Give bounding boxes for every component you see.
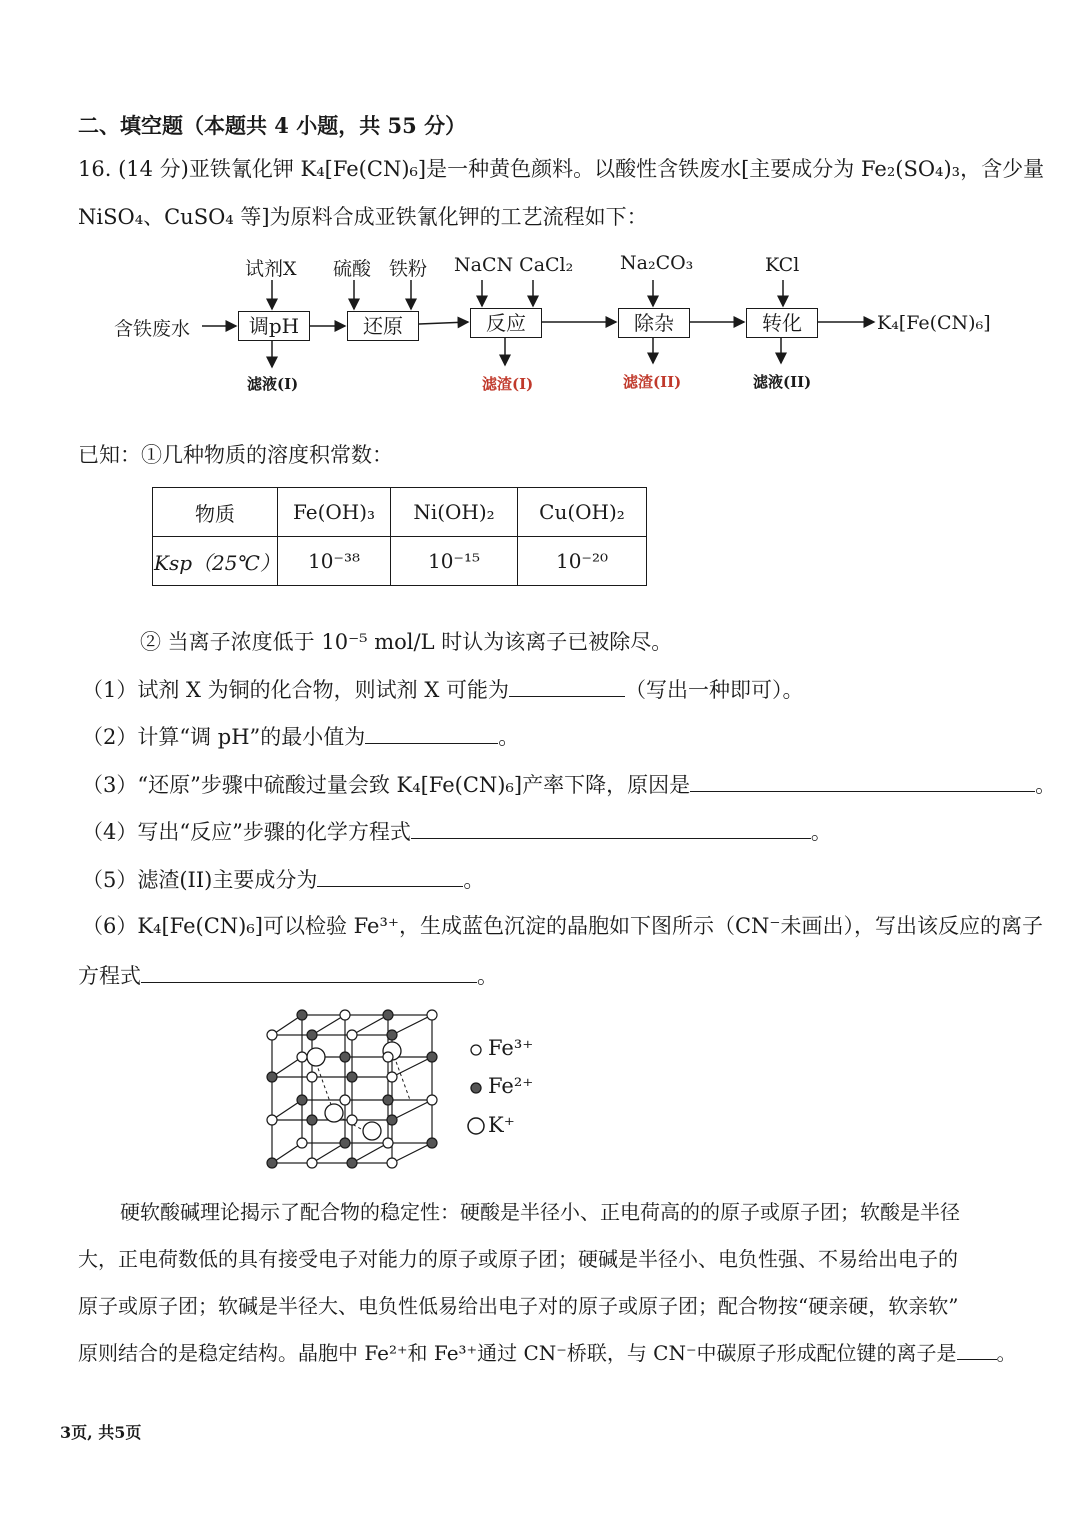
question-2 bbox=[82, 723, 519, 750]
table-header-cell: 物质 bbox=[153, 488, 278, 537]
answer-blank-2[interactable] bbox=[365, 723, 498, 744]
page-number: 3页, 共5页 bbox=[60, 1423, 142, 1442]
input-sulfuric-acid: 硫酸 bbox=[333, 258, 372, 280]
input-kcl: KCl bbox=[765, 254, 800, 276]
question-1-text: （1）试剂 X 为铜的化合物，则试剂 X 可能为 bbox=[82, 678, 509, 702]
question-6-text: 方程式 bbox=[78, 964, 141, 988]
hsab-line4 bbox=[78, 1337, 1017, 1366]
answer-blank-4[interactable] bbox=[411, 818, 811, 839]
q16-intro-line1: 16. (14 分)亚铁氰化钾 K₄[Fe(CN)₆]是一种黄色颜料。以酸性含铁废水[主要成分为 Fe₂(SO₄)₃，含少量 bbox=[78, 157, 1045, 181]
legend-fe2: Fe²⁺ bbox=[488, 1074, 534, 1098]
step-reaction: 反应 bbox=[470, 308, 542, 338]
question-5-text: （5）滤渣(II)主要成分为 bbox=[82, 868, 318, 892]
step-reduction: 还原 bbox=[347, 311, 419, 341]
hsab-line4-suffix: 。 bbox=[996, 1341, 1017, 1365]
q16-intro-line2: NiSO₄、CuSO₄ 等]为原料合成亚铁氰化钾的工艺流程如下： bbox=[78, 205, 648, 229]
answer-blank-7[interactable] bbox=[957, 1339, 997, 1360]
input-reagent-x: 试剂X bbox=[245, 258, 297, 280]
output-filtrate-2: 滤液(II) bbox=[753, 373, 812, 391]
known-intro: 已知：①几种物质的溶度积常数： bbox=[78, 443, 393, 467]
question-3 bbox=[82, 771, 1056, 798]
step-impurity-removal: 除杂 bbox=[618, 308, 690, 338]
output-residue-2: 滤渣(II) bbox=[623, 373, 682, 391]
question-6-line1: （6）K₄[Fe(CN)₆]可以检验 Fe³⁺，生成蓝色沉淀的晶胞如下图所示（CN⁻未画出），写出该反应的离子 bbox=[82, 914, 1044, 938]
step-adjust-ph: 调pH bbox=[238, 311, 310, 341]
flow-arrows bbox=[0, 0, 1080, 420]
table-header-cell: Fe(OH)₃ bbox=[278, 488, 391, 537]
output-residue-1: 滤渣(I) bbox=[482, 375, 534, 393]
hsab-line3: 原子或原子团；软碱是半径大、电负性低易给出电子对的原子或原子团；配合物按“硬亲硬，软亲软” bbox=[78, 1294, 959, 1318]
hsab-line1: 硬软酸碱理论揭示了配合物的稳定性：硬酸是半径小、正电荷高的的原子或原子团；软酸是半径 bbox=[120, 1200, 960, 1224]
question-6-suffix: 。 bbox=[477, 964, 498, 988]
table-header-cell: Cu(OH)₂ bbox=[518, 488, 647, 537]
table-cell: 10⁻³⁸ bbox=[278, 537, 391, 586]
question-1 bbox=[82, 676, 803, 703]
answer-blank-6[interactable] bbox=[141, 962, 477, 983]
hsab-line2: 大，正电荷数低的具有接受电子对能力的原子或原子团；硬碱是半径小、电负性强、不易给出电子的 bbox=[78, 1247, 958, 1271]
answer-blank-1[interactable] bbox=[509, 676, 625, 697]
table-header-cell: Ni(OH)₂ bbox=[391, 488, 518, 537]
final-product: K₄[Fe(CN)₆] bbox=[877, 312, 991, 334]
section-title: 二、填空题（本题共 4 小题，共 55 分） bbox=[78, 113, 467, 138]
answer-blank-3[interactable] bbox=[690, 771, 1035, 792]
input-iron-powder: 铁粉 bbox=[389, 258, 428, 280]
question-3-suffix: 。 bbox=[1035, 773, 1057, 797]
input-nacn-cacl2: NaCN CaCl₂ bbox=[454, 254, 574, 276]
question-1-suffix: （写出一种即可）。 bbox=[624, 678, 804, 702]
question-2-text: （2）计算“调 pH”的最小值为 bbox=[82, 725, 366, 749]
legend-k: K⁺ bbox=[488, 1113, 515, 1137]
question-4 bbox=[82, 818, 832, 845]
step-conversion: 转化 bbox=[746, 308, 818, 338]
question-2-suffix: 。 bbox=[498, 725, 520, 749]
crystal-cell-diagram bbox=[262, 1005, 452, 1175]
question-3-text: （3）“还原”步骤中硫酸过量会致 K₄[Fe(CN)₆]产率下降，原因是 bbox=[82, 773, 691, 797]
answer-blank-5[interactable] bbox=[317, 866, 463, 887]
output-filtrate-1: 滤液(I) bbox=[247, 375, 299, 393]
ksp-table bbox=[152, 487, 647, 586]
start-material: 含铁废水 bbox=[114, 318, 191, 340]
input-na2co3: Na₂CO₃ bbox=[620, 252, 694, 274]
table-row-label: Ksp（25℃） bbox=[153, 537, 278, 586]
table-row bbox=[153, 537, 647, 586]
question-5-suffix: 。 bbox=[463, 868, 485, 892]
question-5 bbox=[82, 866, 484, 893]
question-6-line2 bbox=[78, 962, 498, 989]
question-4-suffix: 。 bbox=[810, 820, 832, 844]
legend-fe3: Fe³⁺ bbox=[488, 1036, 534, 1060]
question-4-text: （4）写出“反应”步骤的化学方程式 bbox=[82, 820, 411, 844]
table-header-row bbox=[153, 488, 647, 537]
hsab-line4-text: 原则结合的是稳定结构。晶胞中 Fe²⁺和 Fe³⁺通过 CN⁻桥联，与 CN⁻中碳原子形成配位键的离子是 bbox=[78, 1341, 957, 1365]
table-cell: 10⁻²⁰ bbox=[518, 537, 647, 586]
table-cell: 10⁻¹⁵ bbox=[391, 537, 518, 586]
legend-markers bbox=[466, 1036, 488, 1156]
known-note-2: ② 当离子浓度低于 10⁻⁵ mol/L 时认为该离子已被除尽。 bbox=[140, 630, 673, 654]
